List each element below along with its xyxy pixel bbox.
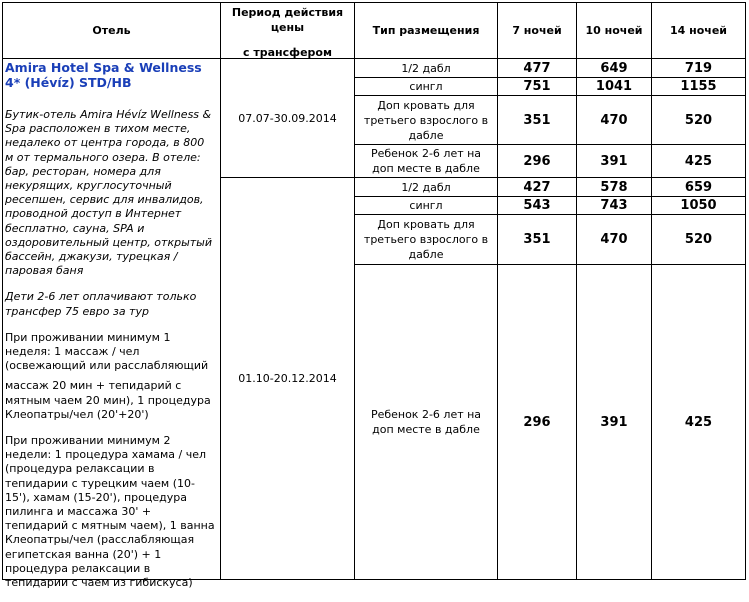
- price-10-nights: 578: [600, 179, 628, 195]
- header-7-nights: 7 ночей: [512, 24, 562, 37]
- price-7-nights: 427: [523, 179, 551, 195]
- room-type-single: сингл: [409, 199, 443, 212]
- price-10-nights: 391: [600, 414, 628, 430]
- header-hotel: Отель: [92, 24, 131, 37]
- price-14-nights: 520: [684, 232, 713, 247]
- children-note: Дети 2-6 лет оплачивают только трансфер 75 евро за тур: [5, 290, 197, 318]
- price-14-nights: 1155: [680, 79, 717, 94]
- price-10-nights: 470: [600, 232, 628, 247]
- room-type-child: Ребенок 2-6 лет на доп месте в дабле: [370, 408, 482, 436]
- room-type-extra-bed: Доп кровать для третьего взрослого в дабле: [363, 98, 489, 142]
- period-2: 01.10-20.12.2014: [238, 372, 337, 385]
- room-type-extra-bed: Доп кровать для третьего взрослого в дабле: [363, 218, 489, 261]
- room-type-half-double: 1/2 дабл: [401, 180, 451, 194]
- price-14-nights: 659: [684, 179, 713, 195]
- room-type-half-double: 1/2 дабл: [401, 61, 451, 75]
- price-7-nights: 351: [523, 112, 551, 128]
- hotel-info: [5, 60, 215, 602]
- price-10-nights: 1041: [595, 79, 633, 94]
- period-1: 07.07-30.09.2014: [238, 111, 337, 125]
- header-period-line3: с трансфером: [243, 46, 332, 59]
- hotel-description: Бутик-отель Amira Hévíz Wellness & Spa расположен в тихом месте, недалеко от центра города, в 800 м от термального озера. В отеле: бар, ресторан, номера для некурящих, круглосуточный ресепшен, сервис для инвалидов, проводной доступ в Интернет бесплатно, сауна, SPA и оздоровительный центр, открытый бассейн, джакузи, турецкая / паровая баня: [5, 108, 212, 278]
- header-period: [221, 3, 354, 58]
- price-14-nights: 719: [684, 60, 713, 76]
- price-7-nights: 543: [523, 198, 551, 213]
- price-7-nights: 351: [523, 232, 551, 247]
- price-14-nights: 425: [684, 153, 713, 169]
- price-10-nights: 391: [600, 153, 628, 169]
- price-14-nights: 1050: [680, 198, 717, 213]
- price-10-nights: 649: [600, 60, 628, 76]
- price-7-nights: 296: [523, 153, 551, 169]
- price-7-nights: 296: [523, 414, 551, 430]
- room-type-child: Ребенок 2-6 лет на доп месте в дабле: [370, 147, 482, 175]
- header-room-type: Тип размещения: [372, 24, 480, 37]
- price-10-nights: 743: [600, 198, 628, 213]
- header-period-line2: цены: [270, 21, 305, 34]
- header-14-nights: 14 ночей: [669, 24, 727, 37]
- price-14-nights: 520: [684, 112, 713, 128]
- header-10-nights: 10 ночей: [585, 24, 643, 37]
- price-7-nights: 477: [523, 60, 551, 76]
- one-week-bonus: При проживании минимум 1 неделя: 1 массаж / чел (освежающий или расслабляющий: [5, 330, 209, 373]
- price-7-nights: 751: [523, 79, 551, 94]
- price-14-nights: 425: [684, 414, 713, 430]
- header-period-line1: Период действия: [231, 6, 344, 19]
- price-10-nights: 470: [600, 112, 628, 128]
- table-border-right: [745, 2, 746, 580]
- room-type-single: сингл: [409, 80, 443, 93]
- two-week-bonus: При проживании минимум 2 недели: 1 процедура хамама / чел (процедура релаксации в тепидарии с турецким чаем (10-15'), хамам (15-20'), процедура пилинга и массажа 30' + тепидарий с мятным чаем), 1 ванна Клеопатры/чел (расслабляющая египетская ванна (20') + 1 процедура релаксации в тепидарии с чаем из гибискуса): [5, 434, 215, 590]
- table-border-left: [2, 2, 3, 580]
- hotel-name: Amira Hotel Spa & Wellness 4* (Hévíz) STD/HB: [5, 60, 202, 90]
- one-week-bonus-continued: массаж 20 мин + тепидарий с мятным чаем 20 мин), 1 процедура Клеопатры/чел (20'+20'): [5, 379, 211, 421]
